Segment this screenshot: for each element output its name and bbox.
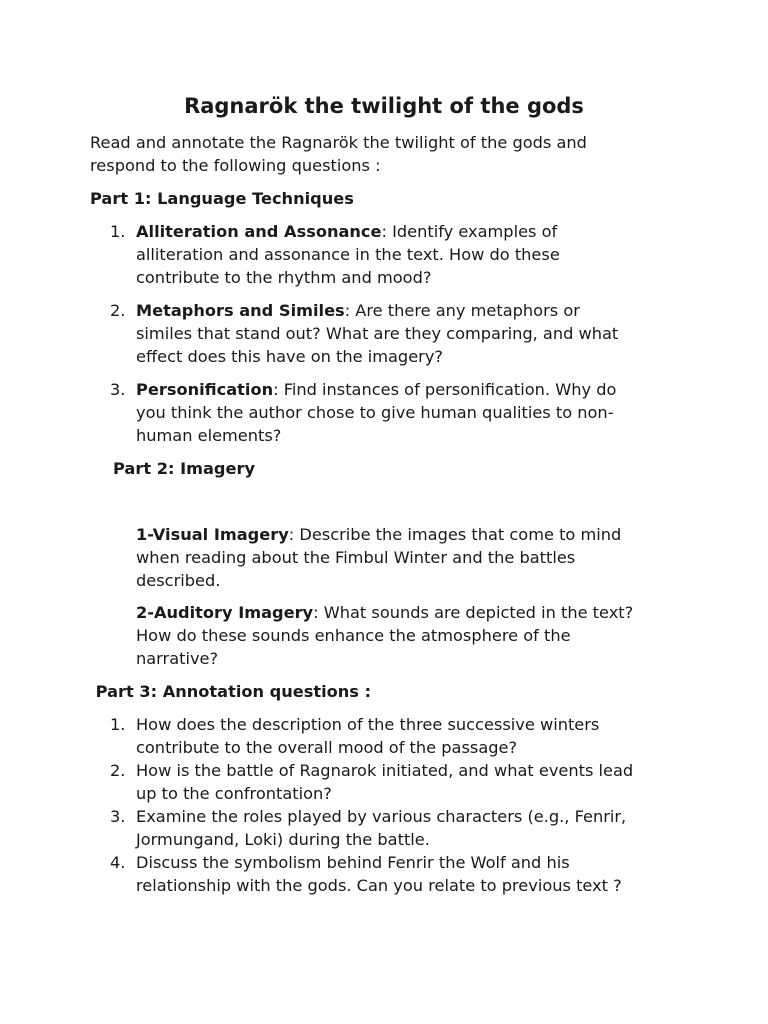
item-text: Discuss the symbolism behind Fenrir the Wolf and his <box>136 853 570 872</box>
intro-line: Read and annotate the Ragnarök the twilight of the gods and <box>90 133 587 152</box>
technique-term: Metaphors and Similes <box>136 301 345 320</box>
item-number: 1. <box>110 715 126 734</box>
part3-heading: Part 3: Annotation questions : <box>90 682 372 701</box>
item-text: relationship with the gods. Can you relate to previous text ? <box>136 876 622 895</box>
imagery-paragraph <box>136 523 686 592</box>
part1-question-list <box>0 220 768 289</box>
imagery-paragraph <box>136 601 686 670</box>
list-item <box>0 759 686 805</box>
item-number: 2. <box>110 761 126 780</box>
item-text: when reading about the Fimbul Winter and the battles <box>136 548 576 567</box>
intro-line: respond to the following questions : <box>90 156 381 175</box>
list-item <box>0 299 686 368</box>
item-text: Examine the roles played by various characters (e.g., Fenrir, <box>136 807 627 826</box>
item-text: narrative? <box>136 649 219 668</box>
item-number: 1. <box>110 222 126 241</box>
list-item <box>0 378 686 447</box>
item-text: similes that stand out? What are they comparing, and what <box>136 324 619 343</box>
part2-heading: Part 2: Imagery <box>113 459 255 478</box>
item-text: contribute to the overall mood of the passage? <box>136 738 518 757</box>
item-text: up to the confrontation? <box>136 784 332 803</box>
part1-question-list <box>0 299 768 368</box>
item-number: 3. <box>110 807 126 826</box>
item-text: you think the author chose to give human qualities to non- <box>136 403 614 422</box>
item-text: described. <box>136 571 221 590</box>
document-title: Ragnarök the twilight of the gods <box>184 94 584 118</box>
item-number: 4. <box>110 853 126 872</box>
item-text: Jormungand, Loki) during the battle. <box>136 830 430 849</box>
item-text: alliteration and assonance in the text. How do these <box>136 245 560 264</box>
list-item <box>0 713 686 759</box>
item-text: human elements? <box>136 426 282 445</box>
imagery-term: 2-Auditory Imagery <box>136 603 314 622</box>
item-text: How is the battle of Ragnarok initiated, and what events lead <box>136 761 634 780</box>
list-item <box>0 805 686 851</box>
item-text: How does the description of the three successive winters <box>136 715 600 734</box>
item-text: : What sounds are depicted in the text? <box>313 603 634 622</box>
item-number: 2. <box>110 301 126 320</box>
item-number: 3. <box>110 380 126 399</box>
item-text: effect does this have on the imagery? <box>136 347 443 366</box>
item-text: : Are there any metaphors or <box>344 301 580 320</box>
item-text: : Find instances of personification. Why do <box>273 380 617 399</box>
item-text: : Identify examples of <box>381 222 558 241</box>
intro-paragraph <box>90 131 690 177</box>
imagery-term: 1-Visual Imagery <box>136 525 289 544</box>
item-text: contribute to the rhythm and mood? <box>136 268 432 287</box>
item-text: How do these sounds enhance the atmosphere of the <box>136 626 571 645</box>
part1-heading: Part 1: Language Techniques <box>90 189 354 208</box>
part1-question-list <box>0 378 768 447</box>
item-text: : Describe the images that come to mind <box>288 525 622 544</box>
list-item <box>0 220 686 289</box>
part3-question-list <box>0 713 768 897</box>
technique-term: Personification <box>136 380 274 399</box>
list-item <box>0 851 686 897</box>
technique-term: Alliteration and Assonance <box>136 222 382 241</box>
